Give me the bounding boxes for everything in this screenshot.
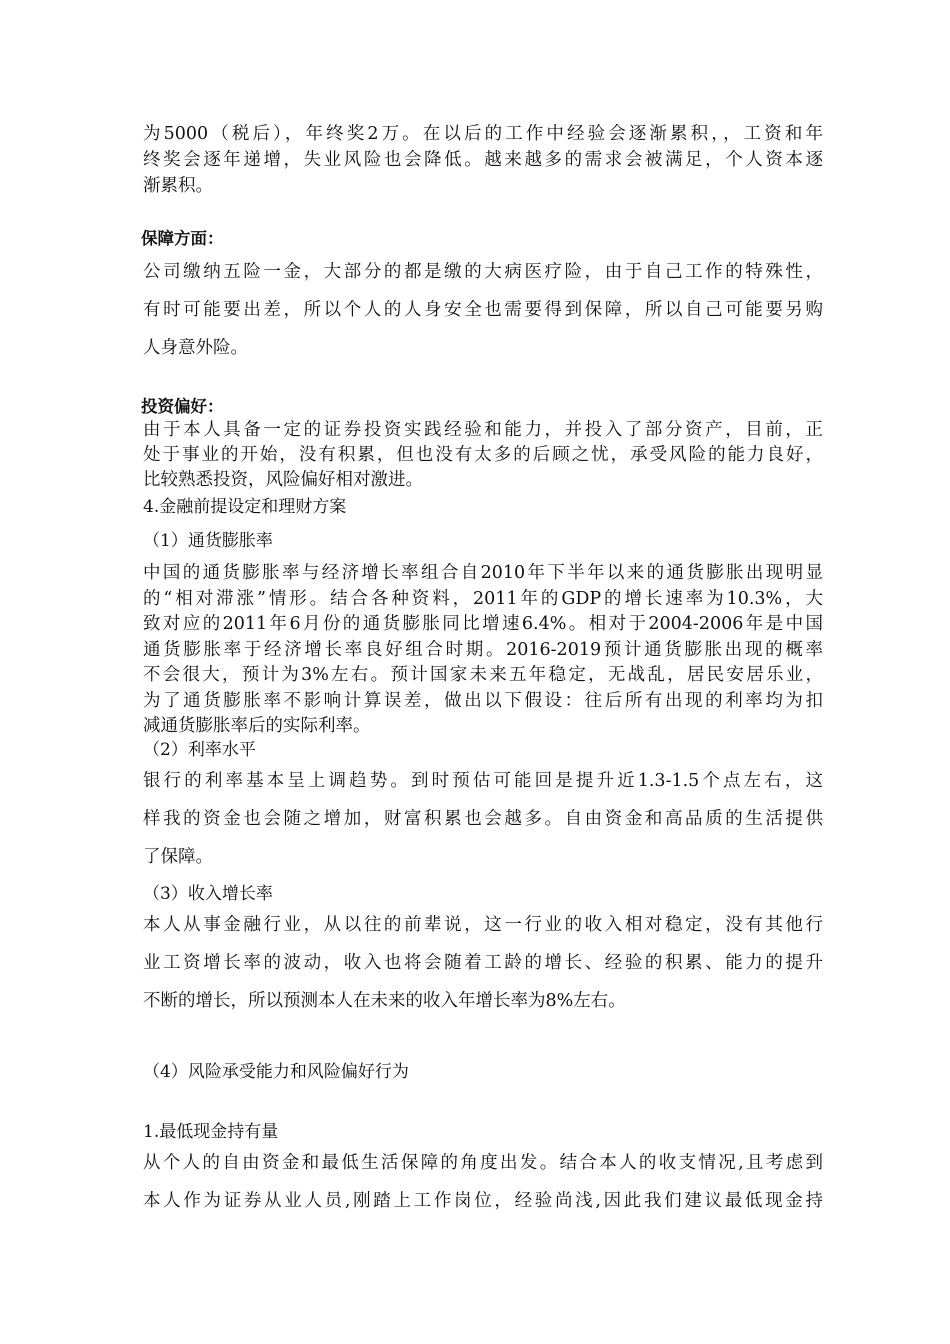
interest-heading: （2）利率水平 xyxy=(143,740,256,760)
interest-line: 了保障。 xyxy=(143,847,213,867)
risk-heading: （4）风险承受能力和风险偏好行为 xyxy=(143,1062,409,1082)
intro-line: 为5000（税后），年终奖2万。在以后的工作中经验会逐渐累积，，工资和年 xyxy=(143,124,823,144)
section4-title: 4.金融前提设定和理财方案 xyxy=(143,497,347,517)
inflation-line: 为了通货膨胀率不影响计算误差，做出以下假设：往后所有出现的利率均为扣 xyxy=(143,690,823,711)
investment-line: 比较熟悉投资，风险偏好相对激进。 xyxy=(143,470,423,490)
interest-paragraph xyxy=(143,762,823,876)
income-line: 本人从事金融行业，从以往的前辈说，这一行业的收入相对稳定，没有其他行 xyxy=(143,915,823,935)
inflation-line: 中国的通货膨胀率与经济增长率组合自2010年下半年以来的通货膨胀出现明显 xyxy=(143,563,823,583)
intro-line: 终奖会逐年递增，失业风险也会降低。越来越多的需求会被满足，个人资本逐 xyxy=(143,150,823,170)
investment-paragraph xyxy=(143,418,823,493)
min-cash-paragraph xyxy=(143,1144,823,1220)
guarantee-paragraph xyxy=(143,253,823,367)
inflation-line: 通货膨胀率于经济增长率良好组合时期。2016-2019预计通货膨胀出现的概率 xyxy=(143,639,823,660)
min-cash-line: 本人作为证券从业人员,刚踏上工作岗位，经验尚浅,因此我们建议最低现金持 xyxy=(143,1191,823,1211)
income-paragraph xyxy=(143,906,823,1020)
inflation-line: 减通货膨胀率后的实际利率。 xyxy=(143,716,371,736)
investment-line: 处于事业的开始，没有积累，但也没有太多的后顾之忧，承受风险的能力良好， xyxy=(143,445,823,465)
interest-line: 银行的利率基本呈上调趋势。到时预估可能回是提升近1.3-1.5个点左右，这 xyxy=(143,771,823,791)
inflation-line: 不会很大，预计为3%左右。预计国家未来五年稳定，无战乱，居民安居乐业， xyxy=(143,665,823,685)
guarantee-line: 公司缴纳五险一金，大部分的都是缴的大病医疗险，由于自己工作的特殊性， xyxy=(143,262,823,282)
min-cash-line: 从个人的自由资金和最低生活保障的角度出发。结合本人的收支情况,且考虑到 xyxy=(143,1153,823,1173)
inflation-paragraph xyxy=(143,561,823,740)
income-line: 不断的增长，所以预测本人在未来的收入年增长率为8%左右。 xyxy=(143,991,626,1011)
guarantee-line: 人身意外险。 xyxy=(143,338,248,358)
intro-paragraph xyxy=(143,121,823,199)
income-heading: （3）收入增长率 xyxy=(143,884,273,904)
inflation-line: 的“相对滞涨”情形。结合各种资料，2011年的GDP的增长速率为10.3%，大 xyxy=(143,588,823,609)
inflation-heading: （1）通货膨胀率 xyxy=(143,531,273,551)
guarantee-heading: 保障方面： xyxy=(141,229,224,248)
investment-line: 由于本人具备一定的证券投资实践经验和能力，并投入了部分资产，目前，正 xyxy=(143,420,823,440)
min-cash-heading: 1.最低现金持有量 xyxy=(143,1122,279,1142)
guarantee-line: 有时可能要出差，所以个人的人身安全也需要得到保障，所以自己可能要另购 xyxy=(143,300,823,320)
investment-heading: 投资偏好： xyxy=(141,397,224,416)
income-line: 业工资增长率的波动，收入也将会随着工龄的增长、经验的积累、能力的提升 xyxy=(143,953,823,973)
interest-line: 样我的资金也会随之增加，财富积累也会越多。自由资金和高品质的生活提供 xyxy=(143,809,823,829)
intro-line: 渐累积。 xyxy=(143,176,213,196)
inflation-line: 致对应的2011年6月份的通货膨胀同比增速6.4%。相对于2004-2006年是中国 xyxy=(143,614,823,634)
